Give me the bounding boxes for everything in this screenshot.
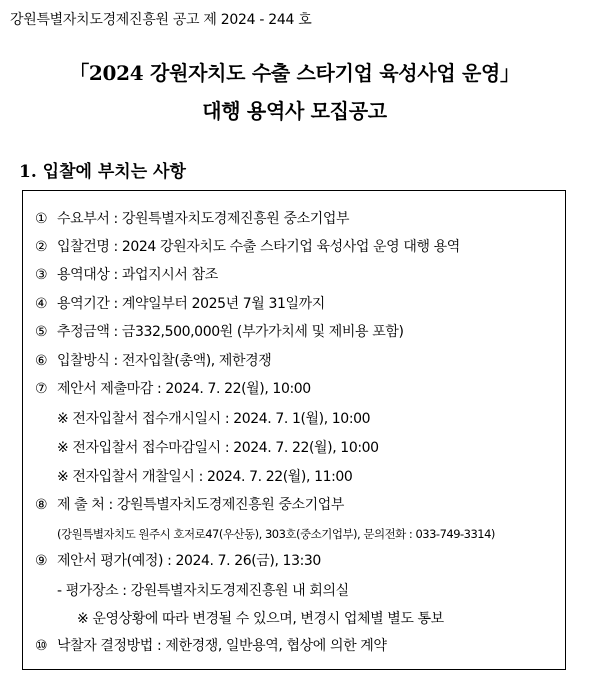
item-submission-deadline: [35, 380, 311, 398]
document-title-line1: 「2024 강원자치도 수출 스타기업 육성사업 운영」: [69, 61, 520, 85]
notice-number: 강원특별자치도경제진흥원 공고 제 2024 - 244 호: [10, 12, 312, 28]
section-heading: 1. 입찰에 부치는 사항: [19, 162, 186, 182]
item-submission-place: [35, 496, 344, 514]
item-estimated-amount: [35, 323, 404, 341]
note-bid-opening: ※ 전자입찰서 개찰일시 : 2024. 7. 22(월), 11:00: [57, 469, 353, 485]
item-department: [35, 210, 349, 228]
note-change-notice: ※ 운영상황에 따라 변경될 수 있으며, 변경시 업체별 별도 통보: [77, 611, 444, 627]
item-service-period: [35, 295, 325, 313]
item-text: 용역대상 : 과업지시서 참조: [57, 267, 218, 283]
item-bid-title: [35, 238, 460, 256]
item-service-scope: [35, 266, 218, 284]
item-number: ③: [35, 267, 48, 283]
item-text: 입찰건명 : 2024 강원자치도 수출 스타기업 육성사업 운영 대행 용역: [57, 239, 460, 255]
item-text: 추정금액 : 금332,500,000원 (부가가치세 및 제비용 포함): [57, 324, 404, 340]
item-number: ①: [35, 211, 48, 227]
item-number: ⑥: [35, 353, 48, 369]
document-title-line2: 대행 용역사 모집공고: [202, 99, 387, 123]
item-number: ⑨: [35, 553, 48, 569]
item-number: ⑦: [35, 381, 48, 397]
item-number: ②: [35, 239, 48, 255]
item-number: ⑩: [35, 638, 48, 654]
item-text: 낙찰자 결정방법 : 제한경쟁, 일반용역, 협상에 의한 계약: [57, 638, 387, 654]
bid-details-box: [22, 190, 566, 670]
note-bid-close: ※ 전자입찰서 접수마감일시 : 2024. 7. 22(월), 10:00: [57, 440, 379, 456]
item-text: 용역기간 : 계약일부터 2025년 7월 31일까지: [57, 296, 325, 312]
item-number: ⑧: [35, 497, 48, 513]
note-bid-open-start: ※ 전자입찰서 접수개시일시 : 2024. 7. 1(월), 10:00: [57, 411, 371, 427]
item-number: ④: [35, 296, 48, 312]
note-address-contact: (강원특별자치도 원주시 호저로47(우산동), 303호(중소기업부), 문의전화 : 033-749-3314): [57, 527, 495, 541]
item-award-method: [35, 637, 387, 655]
item-text: 제안서 제출마감 : 2024. 7. 22(월), 10:00: [57, 381, 311, 397]
note-evaluation-place: - 평가장소 : 강원특별자치도경제진흥원 내 회의실: [57, 583, 349, 599]
item-text: 입찰방식 : 전자입찰(총액), 제한경쟁: [57, 353, 272, 369]
item-bid-method: [35, 352, 271, 370]
item-number: ⑤: [35, 324, 48, 340]
item-text: 제안서 평가(예정) : 2024. 7. 26(금), 13:30: [57, 553, 321, 569]
item-text: 제 출 처 : 강원특별자치도경제진흥원 중소기업부: [57, 497, 345, 513]
item-text: 수요부서 : 강원특별자치도경제진흥원 중소기업부: [57, 211, 350, 227]
item-proposal-evaluation: [35, 552, 321, 570]
